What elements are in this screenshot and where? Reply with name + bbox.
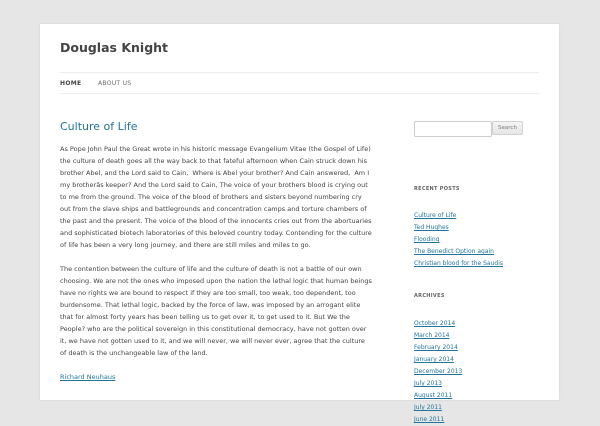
list-item bbox=[414, 350, 462, 362]
search-button[interactable]: Search bbox=[492, 121, 523, 135]
archive-link[interactable]: June 2011 bbox=[414, 416, 445, 423]
post-paragraph: As Pope John Paul the Great wrote in his historic message Evangelium Vitae (the Gospel of Life) the culture of death goes all the way back to that fateful afternoon when Cain struck down his brother Abel, and the Lord said to Cain, Where is Abel your brother? And Cain answered, Am I my brotherâs keeper? And the Lord said to Cain, The voice of your brothers blood is crying out to me from the ground. The voice of the blood of brothers and sisters beyond numbering cry out from the slave ships and battlegrounds and concentration camps and torture chambers of the past and the present. The voice of the blood of the innocents cries out from the abortuaries and sophisticated biotech laboratories of this beloved country today. Contending for the culture of life has been a very long journey, and there are still miles and miles to go. bbox=[60, 145, 372, 249]
site-title[interactable]: Douglas Knight bbox=[60, 40, 169, 55]
recent-post-link[interactable]: Ted Hughes bbox=[414, 224, 449, 231]
archive-link[interactable]: October 2014 bbox=[414, 320, 456, 327]
list-item bbox=[414, 242, 503, 254]
list-item bbox=[414, 314, 462, 326]
archive-link[interactable]: July 2011 bbox=[414, 404, 442, 411]
archive-link[interactable]: December 2013 bbox=[414, 368, 463, 375]
recent-post-link[interactable]: Culture of Life bbox=[414, 212, 457, 219]
recent-post-link[interactable]: Christian blood for the Saudis bbox=[414, 260, 503, 267]
list-item bbox=[414, 338, 462, 350]
main-content bbox=[60, 120, 372, 395]
archives-list bbox=[414, 314, 462, 422]
archive-link[interactable]: August 2011 bbox=[414, 392, 453, 399]
nav-item-home[interactable]: HOME bbox=[60, 80, 82, 87]
archive-link[interactable]: January 2014 bbox=[414, 356, 454, 363]
main-navigation bbox=[60, 72, 539, 94]
search-input[interactable] bbox=[414, 121, 492, 137]
author-link[interactable]: Richard Neuhaus bbox=[60, 373, 116, 381]
recent-post-link[interactable]: The Benedict Option again bbox=[414, 248, 494, 255]
list-item bbox=[414, 386, 462, 398]
page-container bbox=[40, 24, 559, 423]
list-item bbox=[414, 326, 462, 338]
nav-item-about-us[interactable]: ABOUT US bbox=[98, 80, 132, 87]
post-body bbox=[60, 143, 372, 383]
list-item bbox=[414, 218, 503, 230]
archive-link[interactable]: February 2014 bbox=[414, 344, 458, 351]
list-item bbox=[414, 362, 462, 374]
list-item bbox=[414, 410, 462, 422]
post-title[interactable]: Culture of Life bbox=[60, 120, 138, 133]
archives-title: ARCHIVES bbox=[414, 293, 445, 299]
post-author-line bbox=[60, 371, 372, 383]
recent-posts-list bbox=[414, 206, 503, 266]
list-item bbox=[414, 254, 503, 266]
post-paragraph: The contention between the culture of life and the culture of death is not a battle of our own choosing. We are not the ones who imposed upon the nation the lethal logic that human beings have no rights we are bound to respect if they are too small, too weak, too dependent, too burdensome. That lethal logic, backed by the force of law, was imposed by an arrogant elite that for almost forty years has been telling us to get over it, to get used to it. But We the People? who are the political sovereign in this constitutional democracy, have not gotten over it, we have not gotten used to it, and we will never, we will never ever, agree that the culture of death is the unchangeable law of the land. bbox=[60, 265, 372, 357]
list-item bbox=[414, 374, 462, 386]
recent-posts-title: RECENT POSTS bbox=[414, 186, 460, 192]
archive-link[interactable]: March 2014 bbox=[414, 332, 450, 339]
list-item bbox=[414, 206, 503, 218]
archive-link[interactable]: July 2013 bbox=[414, 380, 442, 387]
recent-post-link[interactable]: Flooding bbox=[414, 236, 440, 243]
list-item bbox=[414, 230, 503, 242]
list-item bbox=[414, 398, 462, 410]
